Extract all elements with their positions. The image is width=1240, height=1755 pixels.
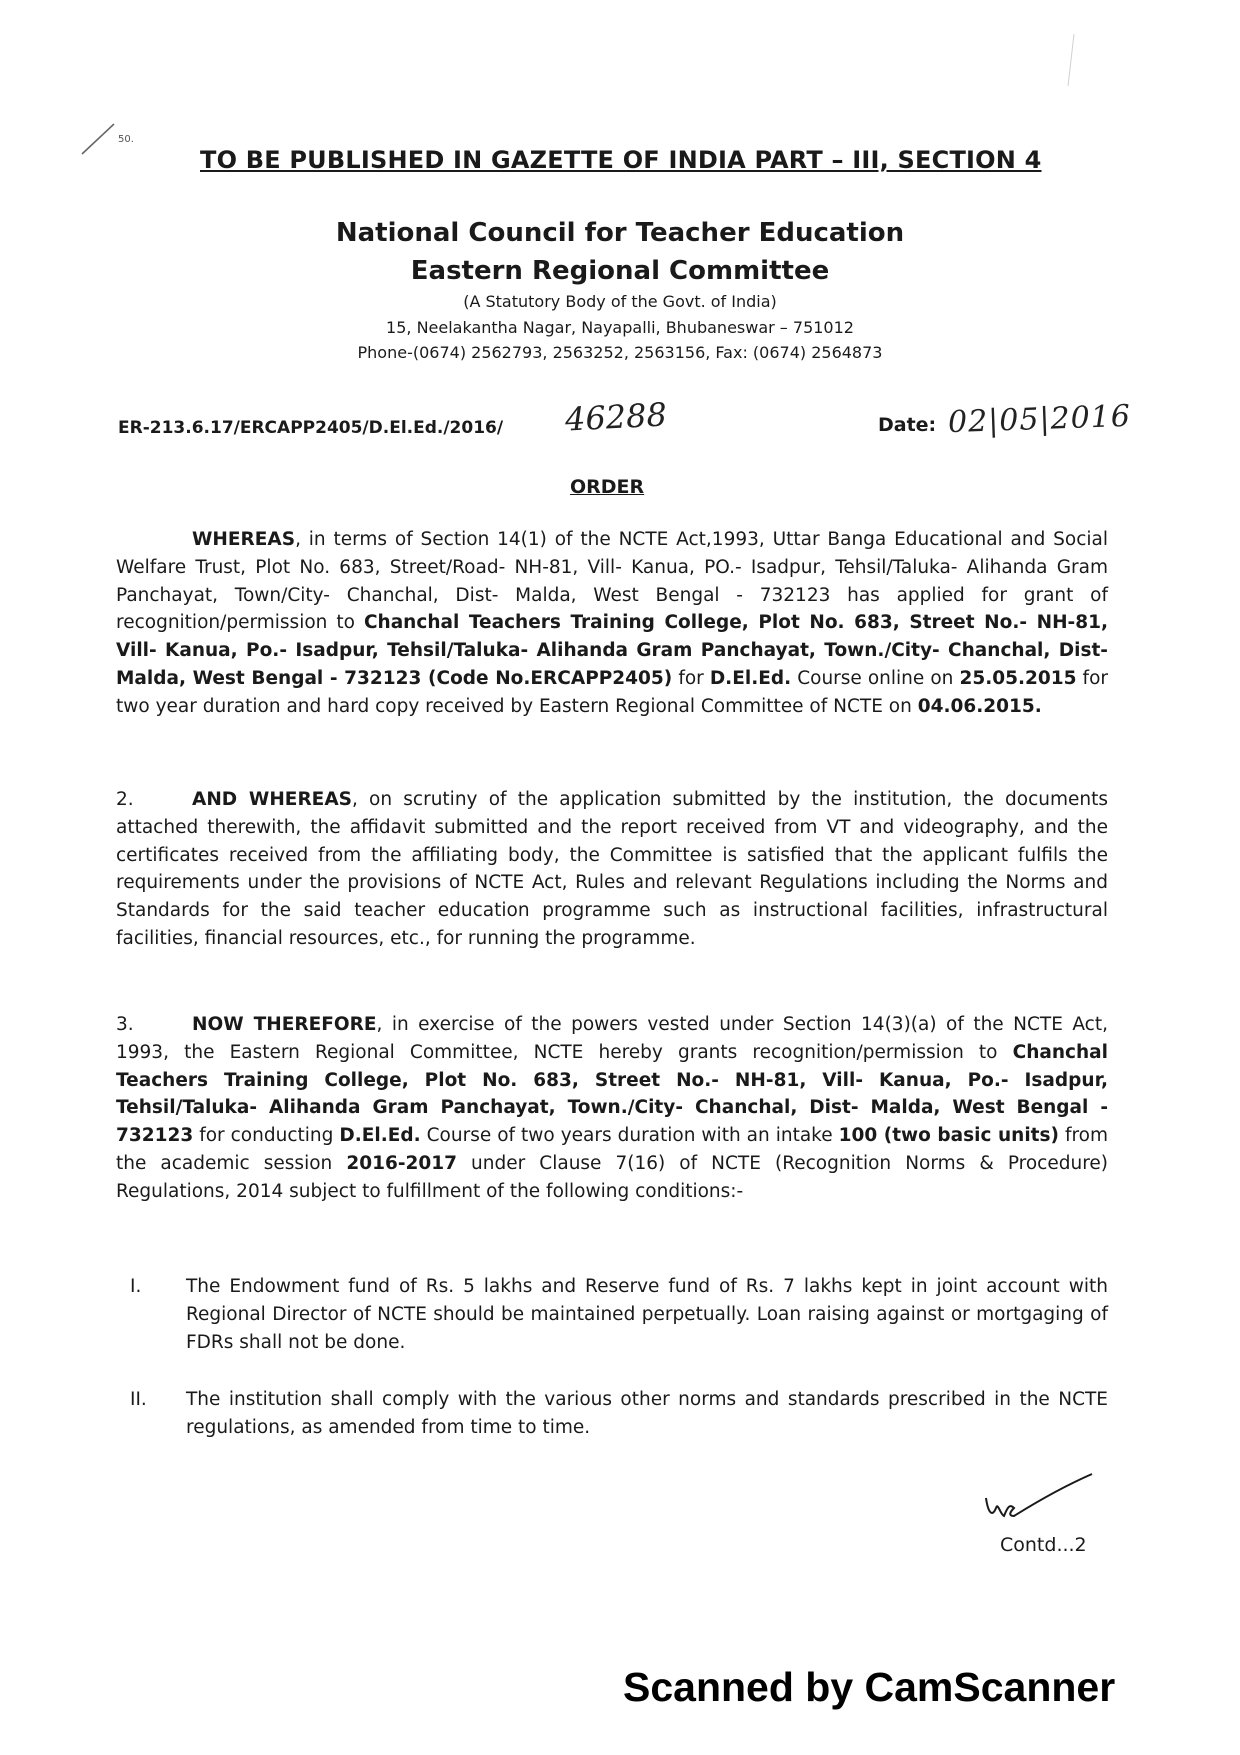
corner-number: 50. bbox=[118, 134, 134, 145]
condition-item bbox=[130, 1386, 1108, 1442]
organization-phone: Phone-(0674) 2562793, 2563252, 2563156, Fax: (0674) 2564873 bbox=[357, 343, 883, 362]
condition-numeral: I. bbox=[130, 1276, 142, 1297]
order-title: ORDER bbox=[570, 476, 645, 498]
condition-item bbox=[130, 1273, 1108, 1356]
committee-name: Eastern Regional Committee bbox=[410, 256, 830, 286]
condition-text: The institution shall comply with the various other norms and standards prescribed in the NCTE regulations, as amended from time to time. bbox=[186, 1389, 1108, 1438]
paragraph-2: 2. AND WHEREAS, on scrutiny of the application submitted by the institution, the documents attached therewith, the affidavit submitted and the report received from VT and videography, and the certificates received from the affiliating body, the Committee is satisfied that the applicant fulfils the requirements under the provisions of NCTE Act, Rules and relevant Regulations including the Norms and Standards for the said teacher education programme such as instructional facilities, infrastructural facilities, financial resources, etc., for running the programme. bbox=[116, 786, 1108, 953]
handwritten-reference-number: 46288 bbox=[564, 395, 668, 439]
organization-address: 15, Neelakantha Nagar, Nayapalli, Bhubaneswar – 751012 bbox=[386, 318, 854, 337]
continued-note: Contd...2 bbox=[1000, 1534, 1087, 1556]
paragraph-number: 3. bbox=[116, 1014, 134, 1035]
paragraph-number: 2. bbox=[116, 789, 134, 810]
paper-crease-mark bbox=[1060, 30, 1080, 90]
condition-text: The Endowment fund of Rs. 5 lakhs and Reserve fund of Rs. 7 lakhs kept in joint account with Regional Director of NCTE should be maintained perpetually. Loan raising against or mortgaging of FDRs shall not be done. bbox=[186, 1276, 1108, 1353]
date-label: Date: bbox=[878, 414, 937, 436]
paragraph-3: 3. NOW THEREFORE, in exercise of the powers vested under Section 14(3)(a) of the NCTE Act, 1993, the Eastern Regional Committee, NCTE hereby grants recognition/permission to Chanchal Teachers Training College, Plot No. 683, Street No.- NH-81, Vill- Kanua, Po.- Isadpur, Tehsil/Taluka- Alihanda Gram Panchayat, Town./City- Chanchal, Dist- Malda, West Bengal - 732123 for conducting D.El.Ed. Course of two years duration with an intake 100 (two basic units) from the academic session 2016-2017 under Clause 7(16) of NCTE (Recognition Norms & Procedure) Regulations, 2014 subject to fulfillment of the following conditions:- bbox=[116, 1011, 1108, 1206]
gazette-heading: TO BE PUBLISHED IN GAZETTE OF INDIA PART – III, SECTION 4 bbox=[200, 146, 1042, 174]
organization-name: National Council for Teacher Education bbox=[335, 218, 905, 248]
statutory-note: (A Statutory Body of the Govt. of India) bbox=[463, 292, 777, 311]
signature-initials bbox=[980, 1468, 1100, 1538]
scanner-watermark: Scanned by CamScanner bbox=[623, 1664, 1116, 1710]
condition-numeral: II. bbox=[130, 1389, 147, 1410]
handwritten-date: 02|05|2016 bbox=[947, 398, 1132, 441]
reference-number: ER-213.6.17/ERCAPP2405/D.El.Ed./2016/ bbox=[118, 418, 504, 438]
paragraph-1: WHEREAS, in terms of Section 14(1) of the NCTE Act,1993, Uttar Banga Educational and Social Welfare Trust, Plot No. 683, Street/Road- NH-81, Vill- Kanua, PO.- Isadpur, Tehsil/Taluka- Alihanda Gram Panchayat, Town/City- Chanchal, Dist- Malda, West Bengal - 732123 has applied for grant of recognition/permission to Chanchal Teachers Training College, Plot No. 683, Street No.- NH-81, Vill- Kanua, Po.- Isadpur, Tehsil/Taluka- Alihanda Gram Panchayat, Town./City- Chanchal, Dist- Malda, West Bengal - 732123 (Code No.ERCAPP2405) for D.El.Ed. Course online on 25.05.2015 for two year duration and hard copy received by Eastern Regional Committee of NCTE on 04.06.2015. bbox=[116, 529, 1109, 717]
